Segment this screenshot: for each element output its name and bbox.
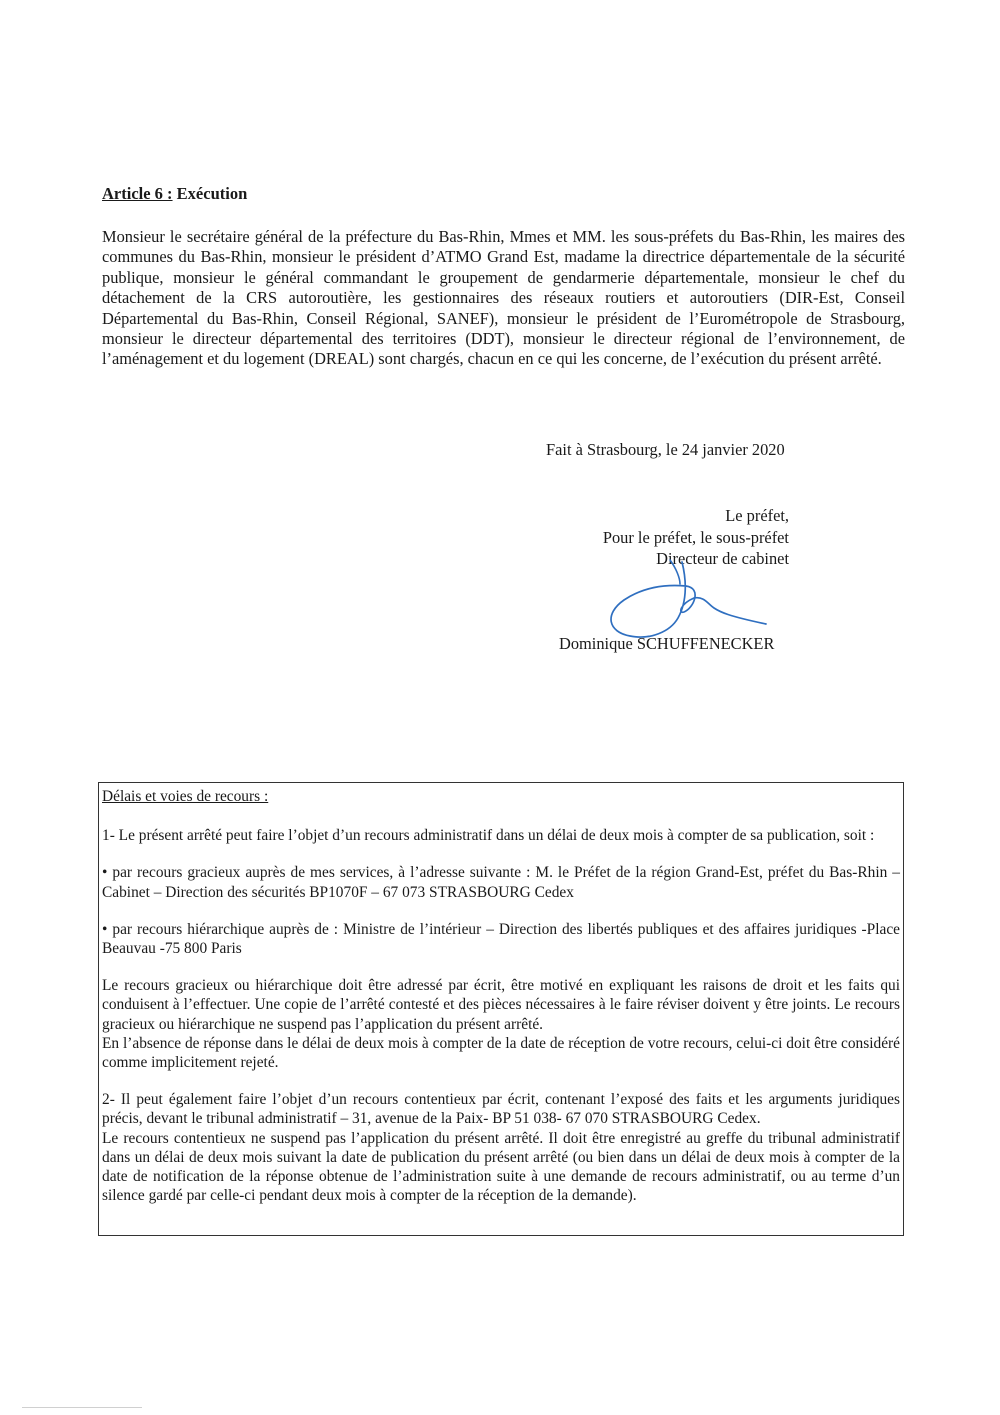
signatory-name: Dominique SCHUFFENECKER [559, 634, 775, 653]
appeal-paragraph-gracious: • par recours gracieux auprès de mes services, à l’adresse suivante : M. le Préfet de la région Grand-Est, préfet du Bas-Rhin – Cabinet – Direction des sécurités BP1070F – 67 073 STRASBOURG Cedex [102, 864, 900, 901]
signatory-delegation: Pour le préfet, le sous-préfet [602, 527, 789, 547]
appeal-paragraph-implicit-rejection: En l’absence de réponse dans le délai de deux mois à compter de la date de réception de votre recours, celui-ci doit être considéré comme implicitement rejeté. [102, 1034, 900, 1072]
place-date: Fait à Strasbourg, le 24 janvier 2020 [546, 440, 785, 459]
signatory-block [540, 505, 789, 570]
appeal-paragraph-hierarchical: • par recours hiérarchique auprès de : Ministre de l’intérieur – Direction des libertés publiques et des affaires juridiques -Place Beauvau -75 800 Paris [102, 920, 900, 958]
signatory-role: Directeur de cabinet [656, 549, 789, 568]
article-heading [102, 184, 247, 204]
signatory-title: Le préfet, [725, 506, 789, 525]
appeal-notice-box [98, 782, 904, 1236]
appeal-notice-title: Délais et voies de recours : [102, 788, 269, 805]
appeal-paragraph-contentious: 2- Il peut également faire l’objet d’un recours contentieux par écrit, contenant l’exposé des faits et les arguments juridiques précis, devant le tribunal administratif – 31, avenue de la Paix- BP 51 038- 67 070 STRASBOURG Cedex. [102, 1091, 900, 1128]
scan-artifact-line [22, 1407, 142, 1408]
appeal-paragraph-form: Le recours gracieux ou hiérarchique doit être adressé par écrit, être motivé en expliquant les raisons de droit et les faits qui conduisent à l’effectuer. Une copie de l’arrêté contesté et des pièces nécessaires à le faire réviser doivent y être joints. Le recours gracieux ou hiérarchique ne suspend pas l’application du présent arrêté. [102, 977, 900, 1033]
appeal-paragraph-1: 1- Le présent arrêté peut faire l’objet d’un recours administratif dans un délai de deux mois à compter de sa publication, soit : [102, 827, 875, 845]
article-number: Article 6 : [102, 184, 173, 203]
appeal-paragraph-deadline: Le recours contentieux ne suspend pas l’application du présent arrêté. Il doit être enregistré au greffe du tribunal administratif dans un délai de deux mois suivant la date de publication du présent arrêté (ou bien dans un délai de deux mois à compter de la date de notification de la réponse obtenue de l’administration suite à une demande de recours administratif, ou au terme d’un silence gardé par celle-ci pendant deux mois à compter de la réception de la demande). [102, 1129, 900, 1205]
article-body: Monsieur le secrétaire général de la préfecture du Bas-Rhin, Mmes et MM. les sous-préfets du Bas-Rhin, les maires des communes du Bas-Rhin, monsieur le président d’ATMO Grand Est, madame la directrice départementale de la sécurité publique, monsieur le général commandant le groupement de gendarmerie départementale, monsieur le chef du détachement de la CRS autoroutière, les gestionnaires des réseaux routiers et autoroutiers (DIR-Est, Conseil Départemental du Bas-Rhin, Conseil Régional, SANEF), monsieur le président de l’Eurométropole de Strasbourg, monsieur le directeur départemental des territoires (DDT), monsieur le directeur régional de l’environnement, de l’aménagement et du logement (DREAL) sont chargés, chacun en ce qui les concerne, de l’exécution du présent arrêté. [102, 227, 905, 369]
article-title: Exécution [176, 184, 248, 203]
